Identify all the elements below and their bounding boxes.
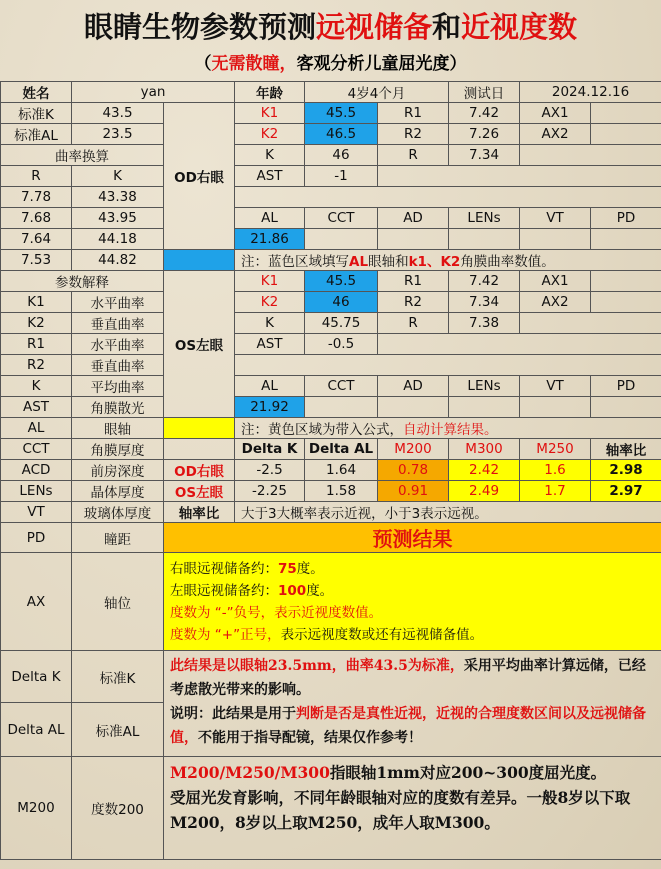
os-eye-label: OS左眼 bbox=[164, 334, 235, 355]
param-code: ACD bbox=[1, 460, 72, 481]
os-cct-input[interactable] bbox=[305, 397, 378, 418]
od-ast-label: AST bbox=[235, 166, 305, 187]
result-left-eye: 左眼远视储备约：100度。 bbox=[170, 582, 334, 599]
param-desc: 标准K bbox=[72, 651, 164, 703]
param-desc: 标准AL bbox=[72, 703, 164, 757]
od-k-value: 46 bbox=[305, 145, 378, 166]
param-desc: 度数200 bbox=[72, 757, 164, 860]
calc-os-m250: 1.7 bbox=[520, 481, 591, 502]
os-r-value: 7.38 bbox=[449, 313, 520, 334]
os-r-label: R bbox=[378, 313, 449, 334]
param-code: Delta AL bbox=[1, 703, 72, 757]
calc-od-delta-al: 1.64 bbox=[305, 460, 378, 481]
parameter-table bbox=[0, 81, 661, 860]
curvature-k-1: 43.38 bbox=[72, 187, 164, 208]
param-code: M200 bbox=[1, 757, 72, 860]
param-desc: 眼轴 bbox=[72, 418, 164, 439]
os-header-lens: LENs bbox=[449, 376, 520, 397]
od-pd-input[interactable] bbox=[591, 229, 661, 250]
date-value[interactable]: 2024.12.16 bbox=[520, 82, 661, 103]
od-ax2-label: AX2 bbox=[520, 124, 591, 145]
calc-od-m250: 1.6 bbox=[520, 460, 591, 481]
blue-area-note: 注：蓝色区域填写AL眼轴和k1、K2角膜曲率数值。 bbox=[235, 250, 661, 271]
os-r2-value: 7.34 bbox=[449, 292, 520, 313]
age-label: 年龄 bbox=[235, 82, 305, 103]
curvature-r-2: 7.68 bbox=[1, 208, 72, 229]
param-desc: 玻璃体厚度 bbox=[72, 502, 164, 523]
standard-al-value[interactable]: 23.5 bbox=[72, 124, 164, 145]
result-plus-note: 度数为 “+”正号，表示远视度数或还有远视储备值。 bbox=[170, 626, 484, 643]
ratio-note-text: 大于3大概率表示近视，小于3表示远视。 bbox=[235, 502, 661, 523]
param-code: PD bbox=[1, 523, 72, 553]
curvature-r-4: 7.53 bbox=[1, 250, 72, 271]
param-code: K2 bbox=[1, 313, 72, 334]
param-code: R1 bbox=[1, 334, 72, 355]
calc-os-delta-k: -2.25 bbox=[235, 481, 305, 502]
os-header-ad: AD bbox=[378, 376, 449, 397]
param-code: VT bbox=[1, 502, 72, 523]
ratio-note-label: 轴率比 bbox=[164, 502, 235, 523]
od-al-input[interactable]: 21.86 bbox=[235, 229, 305, 250]
od-header-cct: CCT bbox=[305, 208, 378, 229]
m-value-note: M200/M250/M300指眼轴1mm对应200~300度屈光度。 受屈光发育影响，不同年龄眼轴对应的度数有差异。一般8岁以下取M200，8岁以上取M250，成年人取M300。 bbox=[164, 757, 661, 860]
calc-od-delta-k: -2.5 bbox=[235, 460, 305, 481]
os-al-input[interactable]: 21.92 bbox=[235, 397, 305, 418]
curvature-k-4: 44.82 bbox=[72, 250, 164, 271]
calc-os-ratio: 2.97 bbox=[591, 481, 661, 502]
od-header-vt: VT bbox=[520, 208, 591, 229]
curvature-k-3: 44.18 bbox=[72, 229, 164, 250]
os-k2-input[interactable]: 46 bbox=[305, 292, 378, 313]
calc-header-ratio: 轴率比 bbox=[591, 439, 661, 460]
calc-os-m300: 2.49 bbox=[449, 481, 520, 502]
standard-al-label: 标准AL bbox=[1, 124, 72, 145]
os-k2-label: K2 bbox=[235, 292, 305, 313]
od-r-value: 7.34 bbox=[449, 145, 520, 166]
od-header-pd: PD bbox=[591, 208, 661, 229]
os-r1-value: 7.42 bbox=[449, 271, 520, 292]
calc-header-delta-al: Delta AL bbox=[305, 439, 378, 460]
os-k1-input[interactable]: 45.5 bbox=[305, 271, 378, 292]
result-box bbox=[164, 553, 661, 651]
calc-header-m250: M250 bbox=[520, 439, 591, 460]
page-title: 眼睛生物参数预测远视储备和近视度数 bbox=[83, 10, 578, 44]
od-vt-input[interactable] bbox=[520, 229, 591, 250]
curvature-k-header: K bbox=[72, 166, 164, 187]
param-code: CCT bbox=[1, 439, 72, 460]
calc-od-m300: 2.42 bbox=[449, 460, 520, 481]
curvature-k-2: 43.95 bbox=[72, 208, 164, 229]
params-title: 参数解释 bbox=[1, 271, 164, 292]
explanation-text: 此结果是以眼轴23.5mm，曲率43.5为标准，采用平均曲率计算远储，已经考虑散光带来的影响。 说明：此结果是用于判断是否是真性近视，近视的合理度数区间以及远视储备值，不能用于指导配镜，结果仅作参考！ bbox=[164, 651, 661, 757]
calc-os-m200: 0.91 bbox=[378, 481, 449, 502]
param-code: AX bbox=[1, 553, 72, 651]
param-code: K1 bbox=[1, 292, 72, 313]
os-k-value: 45.75 bbox=[305, 313, 378, 334]
od-header-lens: LENs bbox=[449, 208, 520, 229]
curvature-title: 曲率换算 bbox=[1, 145, 164, 166]
od-ad-input[interactable] bbox=[378, 229, 449, 250]
calc-od-ratio: 2.98 bbox=[591, 460, 661, 481]
param-desc: 晶体厚度 bbox=[72, 481, 164, 502]
os-ast-value: -0.5 bbox=[305, 334, 378, 355]
result-right-eye: 右眼远视储备约：75度。 bbox=[170, 560, 324, 577]
od-cct-input[interactable] bbox=[305, 229, 378, 250]
od-k1-input[interactable]: 45.5 bbox=[305, 103, 378, 124]
os-ax2-label: AX2 bbox=[520, 292, 591, 313]
os-r2-label: R2 bbox=[378, 292, 449, 313]
os-k1-label: K1 bbox=[235, 271, 305, 292]
os-r1-label: R1 bbox=[378, 271, 449, 292]
od-header-al: AL bbox=[235, 208, 305, 229]
curvature-r-1: 7.78 bbox=[1, 187, 72, 208]
page-subtitle: （无需散瞳，客观分析儿童屈光度） bbox=[194, 54, 467, 74]
calc-od-label: OD右眼 bbox=[164, 460, 235, 481]
result-minus-note: 度数为 “-”负号，表示近视度数值。 bbox=[170, 604, 383, 621]
calc-od-m200: 0.78 bbox=[378, 460, 449, 481]
calc-os-label: OS左眼 bbox=[164, 481, 235, 502]
date-label: 测试日 bbox=[449, 82, 520, 103]
od-r2-label: R2 bbox=[378, 124, 449, 145]
age-value[interactable]: 4岁4个月 bbox=[305, 82, 449, 103]
os-vt-input[interactable] bbox=[520, 397, 591, 418]
os-lens-input[interactable] bbox=[449, 397, 520, 418]
os-ax1-label: AX1 bbox=[520, 271, 591, 292]
os-header-pd: PD bbox=[591, 376, 661, 397]
param-code: Delta K bbox=[1, 651, 72, 703]
yellow-area-note: 注：黄色区域为带入公式，自动计算结果。 bbox=[235, 418, 661, 439]
os-pd-input[interactable] bbox=[591, 397, 661, 418]
od-k1-label: K1 bbox=[235, 103, 305, 124]
od-r2-value: 7.26 bbox=[449, 124, 520, 145]
os-header-cct: CCT bbox=[305, 376, 378, 397]
od-k-label: K bbox=[235, 145, 305, 166]
od-r-label: R bbox=[378, 145, 449, 166]
calc-header-m200: M200 bbox=[378, 439, 449, 460]
param-desc: 水平曲率 bbox=[72, 334, 164, 355]
param-desc: 垂直曲率 bbox=[72, 355, 164, 376]
calc-header-delta-k: Delta K bbox=[235, 439, 305, 460]
param-desc: 轴位 bbox=[72, 553, 164, 651]
param-code: K bbox=[1, 376, 72, 397]
param-desc: 角膜厚度 bbox=[72, 439, 164, 460]
od-ast-value: -1 bbox=[305, 166, 378, 187]
param-desc: 角膜散光 bbox=[72, 397, 164, 418]
standard-k-value[interactable]: 43.5 bbox=[72, 103, 164, 124]
curvature-r-header: R bbox=[1, 166, 72, 187]
name-value[interactable]: yan bbox=[72, 82, 235, 103]
od-r1-label: R1 bbox=[378, 103, 449, 124]
result-title: 预测结果 bbox=[164, 523, 661, 553]
od-k2-label: K2 bbox=[235, 124, 305, 145]
name-label: 姓名 bbox=[1, 82, 72, 103]
od-header-ad: AD bbox=[378, 208, 449, 229]
param-desc: 平均曲率 bbox=[72, 376, 164, 397]
param-code: AST bbox=[1, 397, 72, 418]
od-lens-input[interactable] bbox=[449, 229, 520, 250]
od-ax1-label: AX1 bbox=[520, 103, 591, 124]
param-code: LENs bbox=[1, 481, 72, 502]
calc-header-m300: M300 bbox=[449, 439, 520, 460]
standard-k-label: 标准K bbox=[1, 103, 72, 124]
os-header-al: AL bbox=[235, 376, 305, 397]
os-ad-input[interactable] bbox=[378, 397, 449, 418]
od-k2-input[interactable]: 46.5 bbox=[305, 124, 378, 145]
param-desc: 水平曲率 bbox=[72, 292, 164, 313]
curvature-r-3: 7.64 bbox=[1, 229, 72, 250]
param-code: AL bbox=[1, 418, 72, 439]
param-desc: 前房深度 bbox=[72, 460, 164, 481]
info-row bbox=[1, 82, 661, 103]
os-header-vt: VT bbox=[520, 376, 591, 397]
calc-os-delta-al: 1.58 bbox=[305, 481, 378, 502]
od-eye-label: OD右眼 bbox=[164, 166, 235, 187]
os-ast-label: AST bbox=[235, 334, 305, 355]
param-desc: 瞳距 bbox=[72, 523, 164, 553]
od-r1-value: 7.42 bbox=[449, 103, 520, 124]
os-k-label: K bbox=[235, 313, 305, 334]
param-code: R2 bbox=[1, 355, 72, 376]
param-desc: 垂直曲率 bbox=[72, 313, 164, 334]
